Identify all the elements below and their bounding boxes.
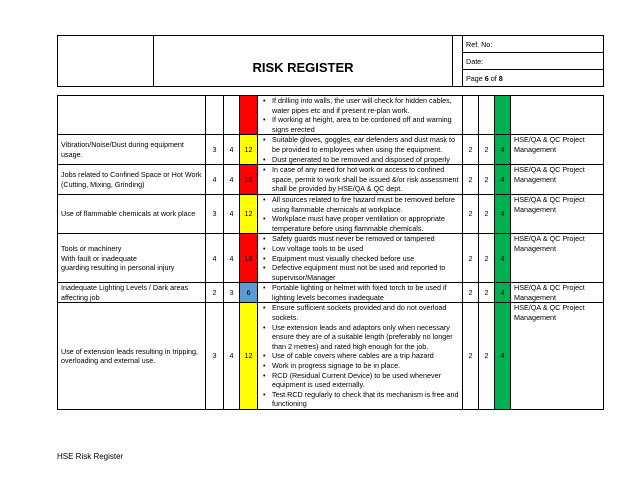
risk-rating-cell: 16 [240, 234, 258, 283]
responsibility-cell: HSE/QA & QC Project Management [511, 283, 604, 303]
control-measure-item: • Use of cable covers where cables are a trip hazard [272, 351, 460, 361]
residual-risk-cell: 4 [495, 194, 511, 233]
residual-risk-cell: 4 [495, 303, 511, 410]
hazard-line: With fault or inadequate [61, 253, 137, 263]
hazard-cell: Use of extension leads resulting in tripping, overloading and external use. [58, 303, 206, 410]
header-spacer-cell [453, 36, 463, 87]
residual-risk-cell: 4 [495, 135, 511, 165]
residual-risk-cell: 4 [495, 283, 511, 303]
control-measure-item: • Test RCD regularly to check that its mechanism is free and functioning [272, 390, 460, 409]
residual-likelihood-cell: 2 [463, 303, 479, 410]
control-measure-item: • Portable lighting or helmet with fixed torch to be used if lighting levels becomes inadequate [272, 283, 460, 302]
hazard-line: Tools or machinery [61, 243, 122, 253]
page-current: 6 [484, 73, 489, 83]
hazard-cell: Vibration/Noise/Dust during equipment usage. [58, 135, 206, 165]
responsibility-cell: HSE/QA & QC Project Management [511, 165, 604, 195]
severity-cell [224, 96, 240, 135]
residual-likelihood-cell [463, 96, 479, 135]
residual-likelihood-cell: 2 [463, 135, 479, 165]
responsibility-cell: HSE/QA & QC Project Management [511, 135, 604, 165]
control-measure-item: • Workplace must have proper ventilation or appropriate temperature before using flammable chemicals. [272, 214, 460, 233]
risk-row [58, 303, 604, 410]
control-measure-item: • Suitable gloves, goggles, ear defenders and dust mask to be provided to employees when using the equipment. [272, 135, 460, 154]
residual-likelihood-cell: 2 [463, 283, 479, 303]
residual-severity-cell [479, 96, 495, 135]
control-measures-cell [258, 96, 463, 135]
hazard-cell [58, 96, 206, 135]
likelihood-cell: 3 [206, 194, 224, 233]
control-measures-cell [258, 165, 463, 195]
hazard-cell [58, 234, 206, 283]
risk-rating-cell: 12 [240, 303, 258, 410]
control-measure-item: • Low voltage tools to be used [272, 244, 460, 254]
residual-severity-cell: 2 [479, 303, 495, 410]
date-label: Date: [463, 53, 604, 70]
responsibility-cell: HSE/QA & QC Project Management [511, 303, 604, 410]
page-number: Page 6 of 8 [463, 70, 604, 87]
risk-table [57, 95, 604, 410]
residual-risk-cell: 4 [495, 234, 511, 283]
likelihood-cell: 3 [206, 135, 224, 165]
hazard-line: guarding resulting in personal injury [61, 263, 175, 273]
residual-likelihood-cell: 2 [463, 194, 479, 233]
risk-row [58, 283, 604, 303]
risk-rating-cell [240, 96, 258, 135]
responsibility-cell: HSE/QA & QC Project Management [511, 234, 604, 283]
responsibility-cell: HSE/QA & QC Project Management [511, 194, 604, 233]
risk-row [58, 96, 604, 135]
hazard-cell: Inadequate Lighting Levels / Dark areas affecting job [58, 283, 206, 303]
ref-no-label: Ref. No: [463, 36, 604, 53]
risk-row [58, 234, 604, 283]
risk-rating-cell: 16 [240, 165, 258, 195]
severity-cell: 4 [224, 234, 240, 283]
risk-row [58, 135, 604, 165]
control-measure-item: • In case of any need for hot work or access to confined space, permit to work shall be issued &/or risk assessment shall be provided by HSE/QA & QC dept. [272, 165, 460, 194]
control-measure-item: • If drilling into walls, the user will check for hidden cables, water pipes etc and if present re-plan work. [272, 96, 460, 115]
control-measures-cell [258, 194, 463, 233]
severity-cell: 3 [224, 283, 240, 303]
risk-rating-cell: 6 [240, 283, 258, 303]
severity-cell: 4 [224, 194, 240, 233]
control-measure-item: • Ensure sufficient sockets provided and do not overload sockets. [272, 303, 460, 322]
hazard-cell: Use of flammable chemicals at work place [58, 194, 206, 233]
risk-rating-cell: 12 [240, 194, 258, 233]
residual-severity-cell: 2 [479, 234, 495, 283]
control-measures-cell [258, 135, 463, 165]
severity-cell: 4 [224, 165, 240, 195]
residual-severity-cell: 2 [479, 194, 495, 233]
risk-row [58, 194, 604, 233]
control-measure-item: • Defective equipment must not be used and reported to supervisor/Manager [272, 263, 460, 282]
likelihood-cell: 2 [206, 283, 224, 303]
header-logo-cell [58, 36, 154, 87]
residual-likelihood-cell: 2 [463, 234, 479, 283]
likelihood-cell: 4 [206, 234, 224, 283]
page-total: 8 [498, 73, 503, 83]
document-header [57, 35, 604, 87]
residual-severity-cell: 2 [479, 165, 495, 195]
hazard-cell: Jobs related to Confined Space or Hot Work (Cutting, Mixing, Grinding) [58, 165, 206, 195]
residual-severity-cell: 2 [479, 135, 495, 165]
residual-risk-cell [495, 96, 511, 135]
residual-severity-cell: 2 [479, 283, 495, 303]
document-title: RISK REGISTER [154, 36, 453, 87]
control-measure-item: • Use extension leads and adaptors only when necessary ensure they are of a suitable length (preferably no longer than 2 metres) and rated high enough for the job. [272, 323, 460, 352]
control-measures-cell [258, 303, 463, 410]
footer-text: HSE Risk Register [57, 452, 124, 461]
control-measure-item: • Equipment must visually checked before use [272, 254, 460, 264]
residual-likelihood-cell: 2 [463, 165, 479, 195]
residual-risk-cell: 4 [495, 165, 511, 195]
control-measure-item: • Safety guards must never be removed or tampered [272, 234, 460, 244]
control-measures-cell [258, 283, 463, 303]
likelihood-cell: 4 [206, 165, 224, 195]
control-measures-cell [258, 234, 463, 283]
control-measure-item: • RCD (Residual Current Device) to be used whenever equipment is used externally. [272, 371, 460, 390]
control-measure-item: • All sources related to fire hazard must be removed before using flammable chemicals at workplace. [272, 195, 460, 214]
risk-row [58, 165, 604, 195]
control-measure-item: • If working at height, area to be cordoned off and warning signs erected [272, 115, 460, 134]
responsibility-cell [511, 96, 604, 135]
risk-rating-cell: 12 [240, 135, 258, 165]
likelihood-cell: 3 [206, 303, 224, 410]
severity-cell: 4 [224, 135, 240, 165]
control-measure-item: • Dust generated to be removed and disposed of properly [272, 155, 460, 165]
control-measure-item: • Work in progress signage to be in place. [272, 361, 460, 371]
severity-cell: 4 [224, 303, 240, 410]
likelihood-cell [206, 96, 224, 135]
